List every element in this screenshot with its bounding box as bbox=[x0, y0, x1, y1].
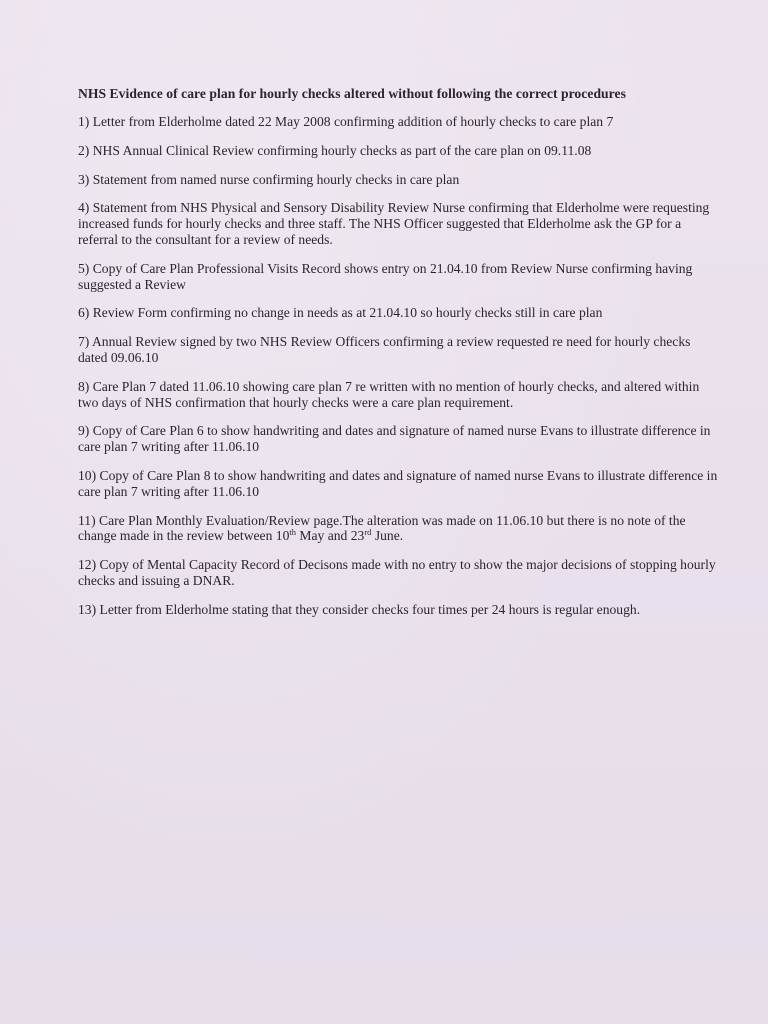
evidence-item-3: 3) Statement from named nurse confirming hourly checks in care plan bbox=[78, 171, 460, 187]
evidence-item-13: 13) Letter from Elderholme stating that they consider checks four times per 24 hours is regular enough. bbox=[78, 601, 641, 617]
document-body bbox=[78, 86, 718, 631]
evidence-item-11-part-1: 11) Care Plan Monthly Evaluation/Review page.The alteration was made on 11.06.10 but there is no note of the change made in the review between 10 bbox=[78, 512, 686, 544]
evidence-item-11-part-3: June. bbox=[371, 528, 404, 544]
evidence-item-11-part-2: May and 23 bbox=[296, 528, 365, 544]
ordinal-suffix-th: th bbox=[289, 527, 296, 538]
evidence-item-7: 7) Annual Review signed by two NHS Review Officers confirming a review requested re need for hourly checks dated 09.06.10 bbox=[78, 334, 691, 365]
evidence-item-2: 2) NHS Annual Clinical Review confirming hourly checks as part of the care plan on 09.11.08 bbox=[78, 142, 592, 158]
evidence-item-1: 1) Letter from Elderholme dated 22 May 2008 confirming addition of hourly checks to care plan 7 bbox=[78, 114, 614, 129]
evidence-item-6: 6) Review Form confirming no change in needs as at 21.04.10 so hourly checks still in care plan bbox=[78, 305, 603, 321]
document-title: NHS Evidence of care plan for hourly checks altered without following the correct procedures bbox=[78, 86, 626, 101]
evidence-item-5: 5) Copy of Care Plan Professional Visits Record shows entry on 21.04.10 from Review Nurse confirming having suggested a Review bbox=[78, 260, 693, 292]
evidence-item-12: 12) Copy of Mental Capacity Record of Decisons made with no entry to show the major decisions of stopping hourly checks and issuing a DNAR. bbox=[78, 557, 716, 588]
evidence-item-4: 4) Statement from NHS Physical and Sensory Disability Review Nurse confirming that Elderholme were requesting increased funds for hourly checks and three staff. The NHS Officer suggested that Elderholme ask the GP for a referral to the consultant for a review of needs. bbox=[78, 200, 710, 247]
evidence-item-10: 10) Copy of Care Plan 8 to show handwriting and dates and signature of named nurse Evans to illustrate difference in care plan 7 writing after 11.06.10 bbox=[78, 467, 718, 499]
evidence-item-9: 9) Copy of Care Plan 6 to show handwriting and dates and signature of named nurse Evans to illustrate difference in care plan 7 writing after 11.06.10 bbox=[78, 423, 711, 455]
ordinal-suffix-rd: rd bbox=[364, 527, 372, 538]
evidence-item-11 bbox=[78, 513, 718, 545]
evidence-item-8: 8) Care Plan 7 dated 11.06.10 showing care plan 7 re written with no mention of hourly checks, and altered within two days of NHS confirmation that hourly checks were a care plan requirement. bbox=[78, 378, 700, 410]
